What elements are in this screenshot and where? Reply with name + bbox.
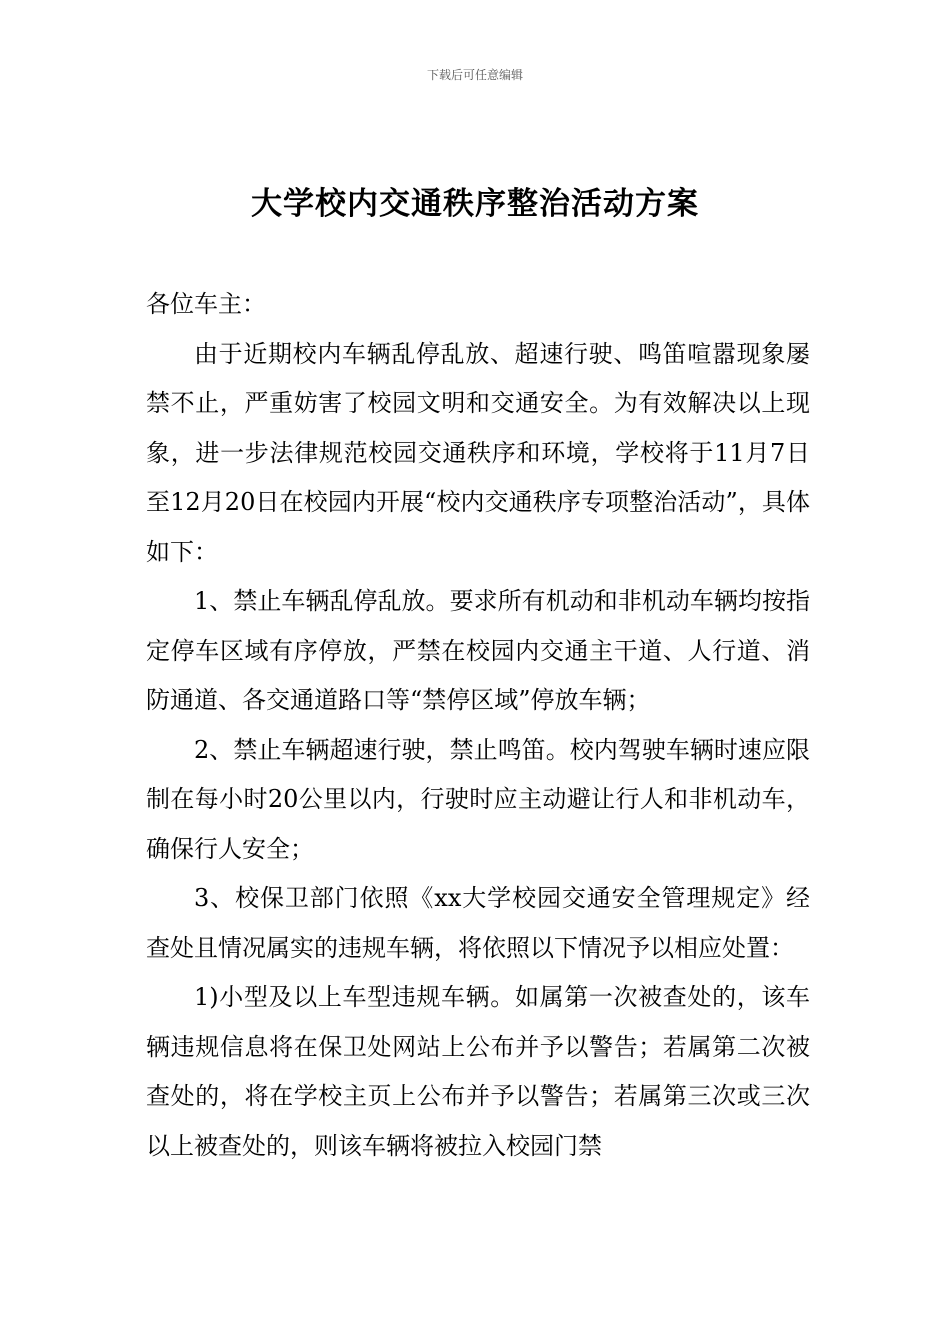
document-body (146, 280, 810, 1171)
paragraph-item-3: 3、校保卫部门依照《xx大学校园交通安全管理规定》经查处且情况属实的违规车辆，将依照以下情况予以相应处置： (146, 884, 810, 962)
paragraph-subitem-1: 1)小型及以上车型违规车辆。如属第一次被查处的，该车辆违规信息将在保卫处网站上公布并予以警告；若属第二次被查处的，将在学校主页上公布并予以警告；若属第三次或三次以上被查处的，则该车辆将被拉入校园门禁 (146, 983, 810, 1160)
paragraph-intro: 由于近期校内车辆乱停乱放、超速行驶、鸣笛喧嚣现象屡禁不止，严重妨害了校园文明和交通安全。为有效解决以上现象，进一步法律规范校园交通秩序和环境，学校将于11月7日至12月20日在校园内开展“校内交通秩序专项整治活动”，具体如下： (146, 339, 810, 566)
salutation: 各位车主： (146, 290, 266, 318)
document-title: 大学校内交通秩序整治活动方案 (251, 186, 699, 222)
paragraph-item-2: 2、禁止车辆超速行驶，禁止鸣笛。校内驾驶车辆时速应限制在每小时20公里以内，行驶时应主动避让行人和非机动车，确保行人安全； (146, 735, 810, 863)
paragraph-item-1: 1、禁止车辆乱停乱放。要求所有机动和非机动车辆均按指定停车区域有序停放，严禁在校园内交通主干道、人行道、消防通道、各交通道路口等“禁停区域”停放车辆； (146, 587, 810, 714)
page-header-note: 下载后可任意编辑 (426, 68, 523, 82)
